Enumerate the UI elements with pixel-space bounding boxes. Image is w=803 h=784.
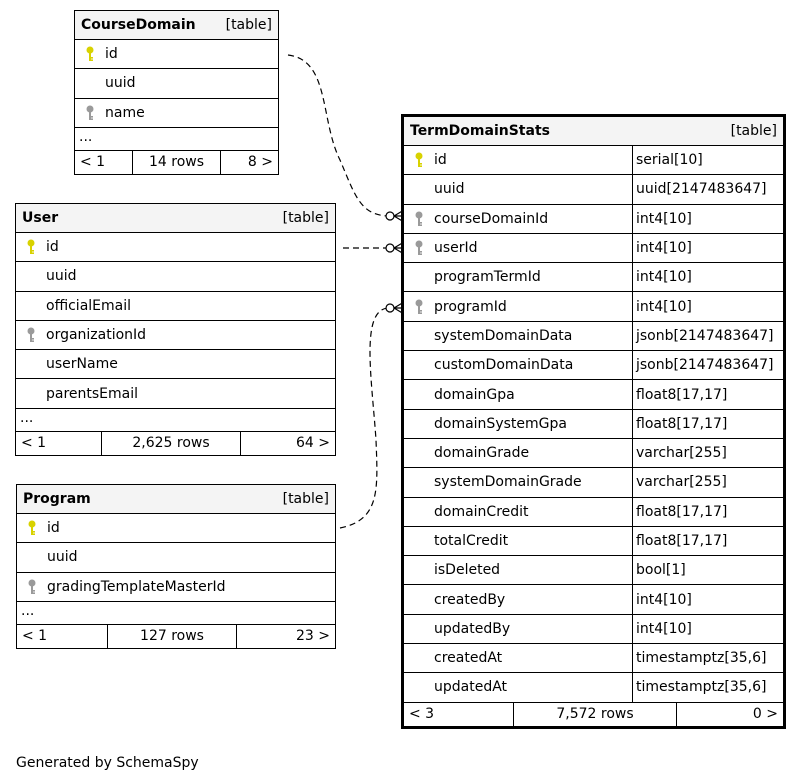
column-row[interactable] — [16, 379, 335, 408]
table-name: TermDomainStats — [410, 123, 550, 139]
column-row[interactable] — [75, 99, 278, 128]
column-type: int4[10] — [632, 585, 783, 613]
row-count: 127 rows — [108, 625, 237, 648]
table-coursedomain[interactable] — [74, 10, 279, 175]
column-type: varchar[255] — [632, 439, 783, 467]
parent-count[interactable]: < 1 — [75, 151, 133, 174]
column-name: parentsEmail — [46, 385, 139, 402]
column-name: programId — [434, 298, 507, 315]
column-row[interactable] — [404, 292, 783, 321]
column-type: jsonb[2147483647] — [632, 351, 783, 379]
column-name: systemDomainData — [434, 327, 573, 344]
column-row[interactable] — [404, 527, 783, 556]
column-row[interactable] — [75, 69, 278, 98]
table-footer — [75, 151, 278, 174]
foreign-key-icon — [16, 326, 46, 344]
column-name: customDomainData — [434, 357, 574, 374]
table-type-tag: [table] — [730, 123, 777, 139]
column-name: courseDomainId — [434, 210, 549, 227]
column-name: id — [47, 520, 60, 537]
table-program[interactable] — [16, 484, 336, 649]
column-row[interactable] — [404, 498, 783, 527]
column-type: int4[10] — [632, 234, 783, 262]
edge-program-termdomainstats — [340, 308, 388, 528]
column-row[interactable] — [17, 514, 335, 543]
column-row[interactable] — [17, 573, 335, 602]
column-type: int4[10] — [632, 263, 783, 291]
column-row[interactable] — [404, 673, 783, 702]
column-name: userId — [434, 240, 478, 257]
table-user[interactable] — [15, 203, 336, 456]
column-row[interactable] — [404, 322, 783, 351]
column-name: totalCredit — [434, 533, 509, 549]
table-header — [16, 204, 335, 233]
column-row[interactable] — [404, 380, 783, 409]
column-name: programTermId — [434, 269, 541, 286]
column-name: id — [105, 46, 118, 63]
column-name: isDeleted — [434, 562, 501, 579]
more-columns-ellipsis: ... — [17, 602, 335, 625]
column-type: timestamptz[35,6] — [632, 673, 783, 701]
column-row[interactable] — [404, 175, 783, 204]
column-name: updatedBy — [434, 620, 511, 637]
column-name: updatedAt — [434, 679, 508, 696]
more-columns-ellipsis: ... — [75, 128, 278, 151]
column-name: uuid — [434, 181, 465, 198]
column-name: uuid — [46, 268, 77, 285]
column-name: createdAt — [434, 650, 503, 667]
column-type: uuid[2147483647] — [632, 175, 783, 203]
column-type: varchar[255] — [632, 468, 783, 496]
column-row[interactable] — [16, 233, 335, 262]
column-type: int4[10] — [632, 615, 783, 643]
column-row[interactable] — [404, 615, 783, 644]
column-row[interactable] — [404, 263, 783, 292]
parent-count[interactable]: < 1 — [17, 625, 108, 648]
column-row[interactable] — [16, 292, 335, 321]
column-type: int4[10] — [632, 205, 783, 233]
table-name: CourseDomain — [81, 17, 196, 33]
column-row[interactable] — [404, 585, 783, 614]
child-count[interactable]: 8 > — [247, 154, 273, 171]
primary-key-icon — [16, 238, 46, 256]
foreign-key-icon — [404, 210, 434, 228]
more-columns-ellipsis: ... — [16, 409, 335, 432]
column-name: organizationId — [46, 327, 147, 344]
column-row[interactable] — [404, 205, 783, 234]
table-type-tag: [table] — [225, 17, 272, 33]
column-name: systemDomainGrade — [434, 474, 582, 491]
column-type: bool[1] — [632, 556, 783, 584]
column-name: domainGrade — [434, 445, 530, 462]
column-row[interactable] — [404, 468, 783, 497]
column-name: domainSystemGpa — [434, 415, 567, 432]
column-row[interactable] — [404, 439, 783, 468]
column-row[interactable] — [404, 556, 783, 585]
column-name: uuid — [105, 75, 136, 92]
parent-count[interactable]: < 1 — [16, 432, 102, 455]
column-row[interactable] — [404, 234, 783, 263]
row-count: 14 rows — [133, 151, 221, 174]
column-row[interactable] — [75, 40, 278, 69]
column-row[interactable] — [16, 321, 335, 350]
column-type: jsonb[2147483647] — [632, 322, 783, 350]
table-type-tag: [table] — [282, 210, 329, 226]
child-count[interactable]: 64 > — [296, 435, 330, 452]
column-name: id — [46, 239, 59, 256]
column-name: domainGpa — [434, 386, 515, 403]
table-header — [404, 117, 783, 146]
table-name: Program — [23, 491, 91, 507]
column-name: id — [434, 152, 447, 169]
column-name: domainCredit — [434, 503, 529, 520]
edge-coursedomain-termdomainstats — [288, 55, 388, 216]
table-name: User — [22, 210, 59, 226]
generator-credit: Generated by SchemaSpy — [16, 755, 199, 771]
table-header — [17, 485, 335, 514]
column-row[interactable] — [17, 543, 335, 572]
table-termdomainstats[interactable] — [401, 114, 786, 729]
primary-key-icon — [75, 45, 105, 63]
foreign-key-icon — [17, 578, 47, 596]
column-name: createdBy — [434, 591, 506, 608]
child-count[interactable]: 23 > — [296, 628, 330, 645]
table-footer — [404, 703, 783, 726]
edge-end-circle — [386, 212, 394, 220]
column-type: timestamptz[35,6] — [632, 644, 783, 672]
column-name: uuid — [47, 549, 78, 566]
column-name: userName — [46, 356, 118, 373]
table-type-tag: [table] — [282, 491, 329, 507]
column-type: int4[10] — [632, 292, 783, 320]
column-row[interactable] — [16, 262, 335, 291]
table-header — [75, 11, 278, 40]
column-name: gradingTemplateMasterId — [47, 578, 226, 595]
column-name: name — [105, 104, 145, 121]
row-count: 2,625 rows — [102, 432, 241, 455]
row-count: 7,572 rows — [514, 703, 677, 726]
foreign-key-icon — [404, 298, 434, 316]
edge-end-circle — [386, 244, 394, 252]
primary-key-icon — [17, 519, 47, 537]
column-type: float8[17,17] — [632, 498, 783, 526]
parent-count[interactable]: < 3 — [404, 703, 514, 726]
table-footer — [17, 625, 335, 648]
foreign-key-icon — [404, 239, 434, 257]
column-type: float8[17,17] — [632, 527, 783, 555]
edge-end-circle — [386, 304, 394, 312]
column-type: serial[10] — [632, 146, 783, 174]
column-row[interactable] — [16, 350, 335, 379]
column-row[interactable] — [404, 351, 783, 380]
column-type: float8[17,17] — [632, 410, 783, 438]
child-count[interactable]: 0 > — [752, 706, 778, 723]
column-row[interactable] — [404, 146, 783, 175]
primary-key-icon — [404, 151, 434, 169]
column-row[interactable] — [404, 644, 783, 673]
table-footer — [16, 432, 335, 455]
column-row[interactable] — [404, 410, 783, 439]
column-name: officialEmail — [46, 297, 131, 314]
column-type: float8[17,17] — [632, 380, 783, 408]
foreign-key-icon — [75, 104, 105, 122]
